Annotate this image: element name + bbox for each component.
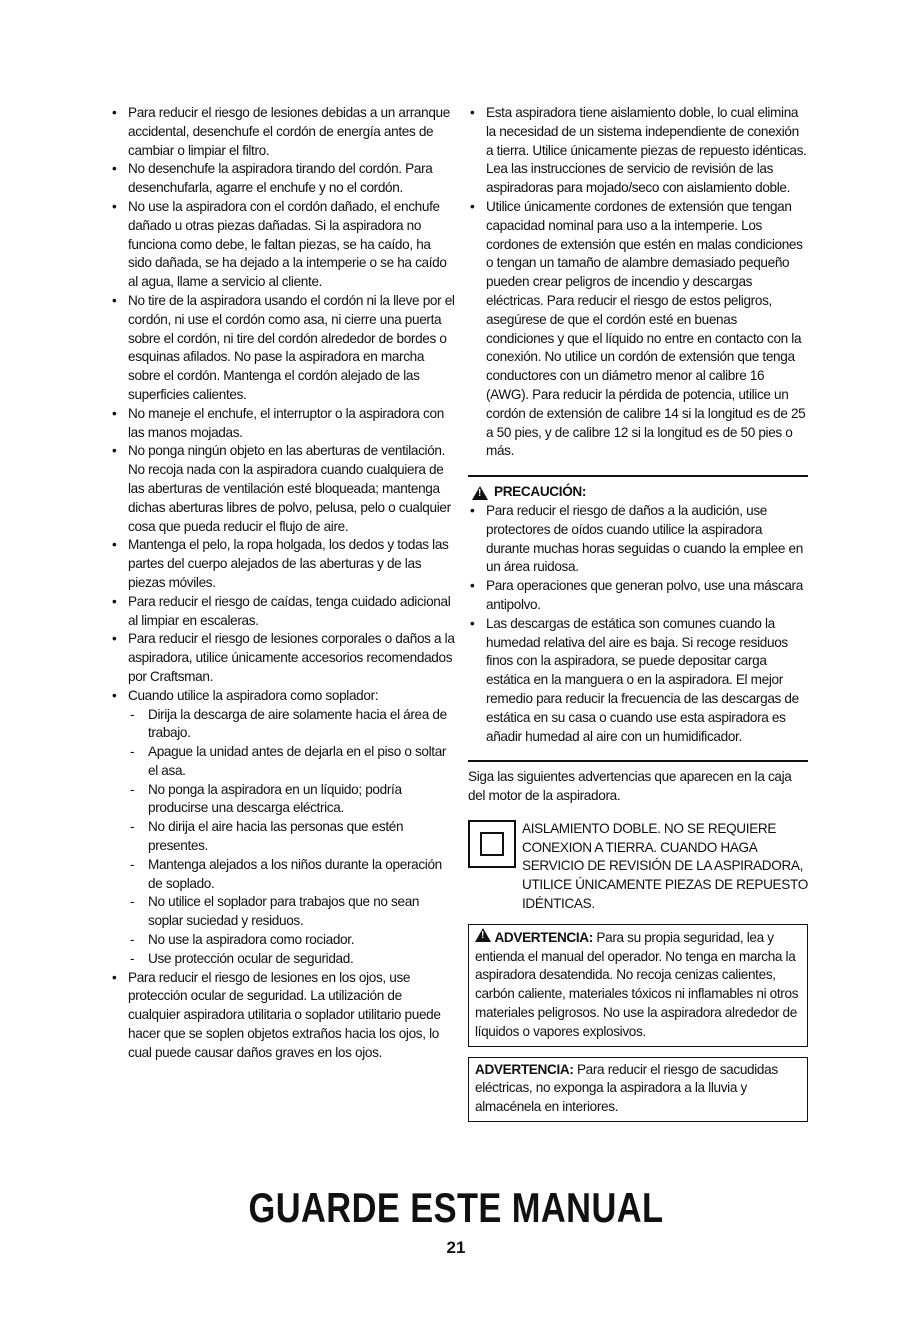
double-insulation-notice [468, 820, 808, 914]
warning-label: ADVERTENCIA: [475, 1061, 574, 1077]
blower-sub-item: - No dirija el aire hacia las personas que estén presentes. [128, 818, 455, 856]
list-item: • No maneje el enchufe, el interruptor o la aspiradora con las manos mojadas. [110, 405, 455, 443]
warning-box-electric [468, 1057, 808, 1122]
page-number: 21 [446, 1238, 466, 1257]
left-column [110, 104, 455, 1063]
list-item: • Las descargas de estática son comunes cuando la humedad relativa del aire es baja. Si recoge residuos finos con la aspiradora, se puede depositar carga estática en la manguera o en la aspiradora. El mejor remedio para reducir la frecuencia de las descargas de estática en su casa o cuando use esta aspiradora es añadir humedad al aire con un humidificador. [468, 615, 808, 747]
list-item: • Para reducir el riesgo de daños a la audición, use protectores de oídos cuando utilice la aspiradora durante muchas horas seguidas o cuando la emplee en un área ruidosa. [468, 502, 808, 577]
list-item: • Esta aspiradora tiene aislamiento doble, lo cual elimina la necesidad de un sistema independiente de conexión a tierra. Utilice únicamente piezas de repuesto idénticas. Lea las instrucciones de servicio de revisión de las aspiradoras para mojado/seco con aislamiento doble. [468, 104, 808, 198]
warning-label: ADVERTENCIA: [494, 929, 593, 945]
blower-sub-item: - Apague la unidad antes de dejarla en el piso o soltar el asa. [128, 743, 455, 781]
right-column [468, 104, 808, 1122]
list-item: • Utilice únicamente cordones de extensión que tengan capacidad nominal para uso a la intemperie. Los cordones de extensión que estén en malas condiciones o tengan un tamaño de alambre demasiado pequeño pueden crear peligros de incendio y descargas eléctricas. Para reducir el riesgo de estos peligros, asegúrese de que el cordón esté en buenas condiciones y que el líquido no entre en contacto con la conexión. No utilice un cordón de extensión que tenga conductores con un diámetro menor al calibre 16 (AWG). Para reducir la pérdida de potencia, utilice un cordón de extensión de calibre 14 si la longitud es de 25 a 50 pies, y de calibre 12 si la longitud es de 50 pies o más. [468, 198, 808, 461]
warning-box-safety [468, 924, 808, 1047]
blower-sub-item: - Use protección ocular de seguridad. [128, 950, 455, 969]
blower-sub-item: - Mantenga alejados a los niños durante la operación de soplado. [128, 856, 455, 894]
warning-triangle-icon [475, 928, 491, 942]
list-item: • No desenchufe la aspiradora tirando del cordón. Para desenchufarla, agarre el enchufe y no el cordón. [110, 160, 455, 198]
double-insulation-icon [468, 820, 516, 868]
list-item: • No tire de la aspiradora usando el cordón ni la lleve por el cordón, ni use el cordón como asa, ni cierre una puerta sobre el cordón, ni tire del cordón alrededor de bordes o esquinas afilados. No pase la aspiradora en marcha sobre el cordón. Mantenga el cordón alejado de las superficies calientes. [110, 292, 455, 405]
list-item: • No ponga ningún objeto en las aberturas de ventilación. No recoja nada con la aspiradora cuando cualquiera de las aberturas de ventilación esté bloqueada; mantenga dichas aberturas libres de polvo, pelusa, pelo o cualquier cosa que pueda reducir el flujo de aire. [110, 442, 455, 536]
list-item: • Para reducir el riesgo de lesiones corporales o daños a la aspiradora, utilice únicamente accesorios recomendados por Craftsman. [110, 630, 455, 686]
blower-sublist [128, 706, 455, 969]
blower-intro: Cuando utilice la aspiradora como soplador: [128, 687, 379, 703]
blower-sub-item: - Dirija la descarga de aire solamente hacia el área de trabajo. [128, 706, 455, 744]
page-title: GUARDE ESTE MANUAL [248, 1184, 664, 1231]
double-insulation-text: AISLAMIENTO DOBLE. NO SE REQUIERE CONEXION A TIERRA. CUANDO HAGA SERVICIO DE REVISIÓN DE LA ASPIRADORA, UTILICE ÚNICAMENTE PIEZAS DE REPUESTO IDÉNTICAS. [522, 820, 808, 912]
caution-list [468, 502, 808, 746]
blower-list-item [110, 687, 455, 969]
list-item: • Para operaciones que generan polvo, use una máscara antipolvo. [468, 577, 808, 615]
divider [468, 475, 808, 477]
blower-sub-item: - No utilice el soplador para trabajos que no sean soplar suciedad y residuos. [128, 893, 455, 931]
warning-triangle-icon [472, 486, 488, 500]
list-item: • Para reducir el riesgo de lesiones debidas a un arranque accidental, desenchufe el cordón de energía antes de cambiar o limpiar el filtro. [110, 104, 455, 160]
follow-warnings-text: Siga las siguientes advertencias que aparecen en la caja del motor de la aspiradora. [468, 769, 792, 804]
warning-text: Para reducir el riesgo de sacudidas eléctricas, no exponga la aspiradora a la lluvia y almacénela en interiores. [475, 1061, 778, 1115]
blower-sub-item: - No ponga la aspiradora en un líquido; podría producirse una descarga eléctrica. [128, 781, 455, 819]
caution-label: PRECAUCIÓN: [494, 484, 587, 500]
safety-list-right [468, 104, 808, 461]
blower-sub-item: - No use la aspiradora como rociador. [128, 931, 455, 950]
list-item: • Mantenga el pelo, la ropa holgada, los dedos y todas las partes del cuerpo alejados de las aberturas y de las piezas móviles. [110, 536, 455, 592]
list-item: • Para reducir el riesgo de lesiones en los ojos, use protección ocular de seguridad. La utilización de cualquier aspiradora utilitaria o soplador utilitario puede hacer que se soplen objetos extraños hacia los ojos, lo cual puede causar daños graves en los ojos. [110, 969, 455, 1063]
safety-list-left [110, 104, 455, 1063]
list-item: • No use la aspiradora con el cordón dañado, el enchufe dañado u otras piezas dañadas. Si la aspiradora no funciona como debe, le faltan piezas, se ha caído, ha sido dañada, se ha dejado a la intemperie o se ha caído al agua, llame a servicio al cliente. [110, 198, 455, 292]
caution-heading [468, 483, 808, 502]
warning-text: Para su propia seguridad, lea y entienda el manual del operador. No tenga en marcha la aspiradora desatendida. No recoja cenizas calientes, carbón caliente, materiales tóxicos ni inflamables ni otros materiales peligrosos. No use la aspiradora alrededor de líquidos o vapores explosivos. [475, 929, 799, 1039]
list-item: • Para reducir el riesgo de caídas, tenga cuidado adicional al limpiar en escaleras. [110, 593, 455, 631]
divider [468, 760, 808, 762]
